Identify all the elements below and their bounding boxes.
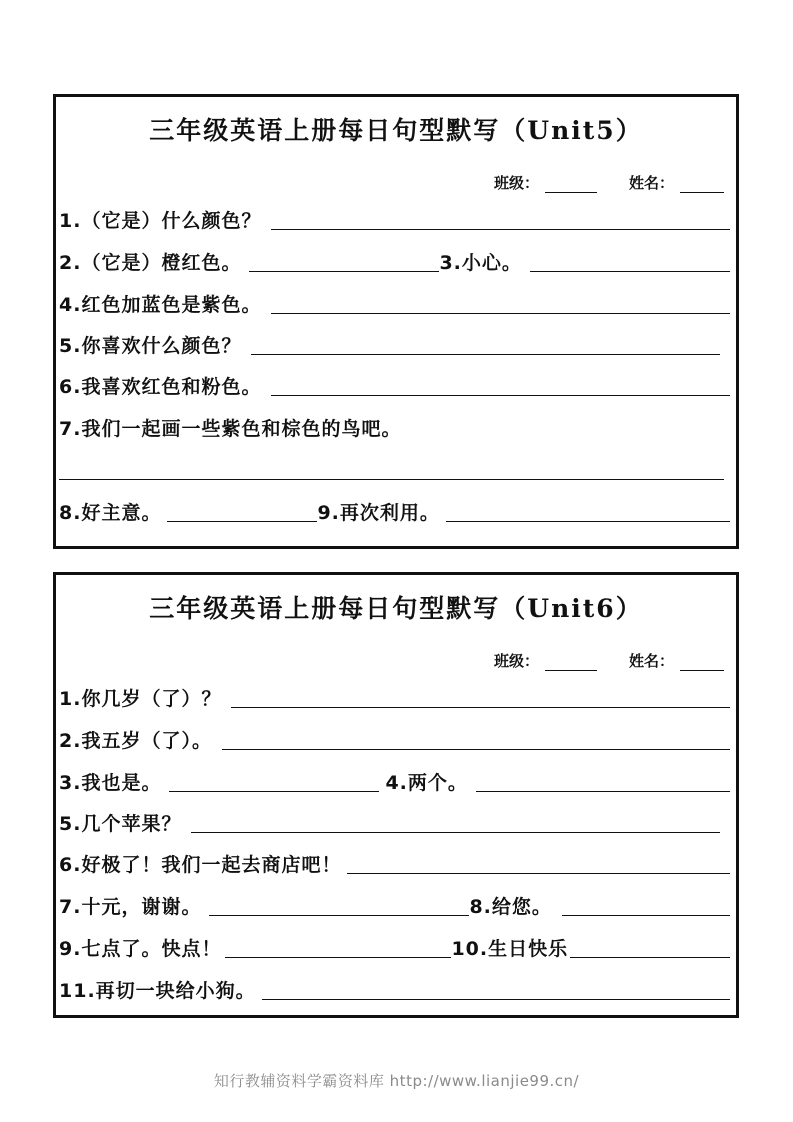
class-name-fields [494,651,724,671]
name-label: 姓名： [628,652,674,670]
question-row [59,891,730,919]
question-text: 9.再次利用。 [317,502,440,524]
answer-line[interactable] [262,997,730,1000]
question-text: 8.好主意。 [59,502,162,524]
question-text: 4.红色加蓝色是紫色。 [59,294,262,316]
class-label: 班级： [493,174,539,192]
question-text: 2.（它是）橙红色。 [59,252,242,274]
worksheet-unit5 [53,94,739,549]
question-row [59,497,730,525]
name-label: 姓名： [628,174,674,192]
answer-row [59,455,724,483]
answer-line[interactable] [251,352,720,355]
class-blank[interactable] [545,656,597,671]
question-row [59,767,730,795]
question-row [59,413,730,441]
question-text: 6.好极了！我们一起去商店吧！ [59,854,342,876]
question-row [59,330,720,358]
answer-line[interactable] [249,269,439,272]
name-blank[interactable] [680,178,724,193]
class-label: 班级： [493,652,539,670]
question-text: 5.几个苹果？ [59,813,182,835]
question-text: 7.十元，谢谢。 [59,896,202,918]
answer-line[interactable] [191,830,720,833]
question-row [59,247,730,275]
question-row [59,683,730,711]
answer-line[interactable] [271,311,730,314]
question-row [59,289,730,317]
answer-line[interactable] [231,705,730,708]
question-row [59,975,730,1003]
answer-line[interactable] [562,913,730,916]
answer-line[interactable] [271,393,730,396]
answer-line[interactable] [169,789,379,792]
class-blank[interactable] [545,178,597,193]
question-row [59,725,730,753]
name-blank[interactable] [680,656,724,671]
answer-line[interactable] [347,871,730,874]
question-row [59,933,730,961]
answer-line[interactable] [446,519,730,522]
question-text: 5.你喜欢什么颜色？ [59,335,242,357]
answer-line[interactable] [271,227,730,230]
question-text: 9.七点了。快点！ [59,938,222,960]
question-text: 11.再切一块给小狗。 [59,980,256,1002]
worksheet-unit6 [53,572,739,1018]
question-text: 1.（它是）什么颜色？ [59,210,262,232]
answer-line[interactable] [570,955,730,958]
question-row [59,849,730,877]
question-text: 1.你几岁（了）？ [59,688,222,710]
question-row [59,808,720,836]
question-text: 3.小心。 [439,252,522,274]
answer-line[interactable] [167,519,317,522]
worksheet-title: 三年级英语上册每日句型默写（Unit6） [149,594,643,623]
question-text: 2.我五岁（了）。 [59,730,212,752]
question-text: 4.两个。 [385,772,468,794]
question-text: 8.给您。 [469,896,552,918]
worksheet-title: 三年级英语上册每日句型默写（Unit5） [149,116,643,145]
question-row [59,205,730,233]
answer-line[interactable] [59,477,724,480]
answer-line[interactable] [476,789,730,792]
answer-line[interactable] [225,955,451,958]
footer-watermark: 知行教辅资料学霸资料库 http://www.lianjie99.cn/ [213,1072,580,1090]
answer-line[interactable] [222,747,730,750]
answer-line[interactable] [209,913,469,916]
question-text: 3.我也是。 [59,772,162,794]
question-row [59,371,730,399]
class-name-fields [494,173,724,193]
question-text: 10.生日快乐 [451,938,569,960]
question-text: 7.我们一起画一些紫色和棕色的鸟吧。 [59,418,402,440]
answer-line[interactable] [530,269,730,272]
question-text: 6.我喜欢红色和粉色。 [59,376,262,398]
